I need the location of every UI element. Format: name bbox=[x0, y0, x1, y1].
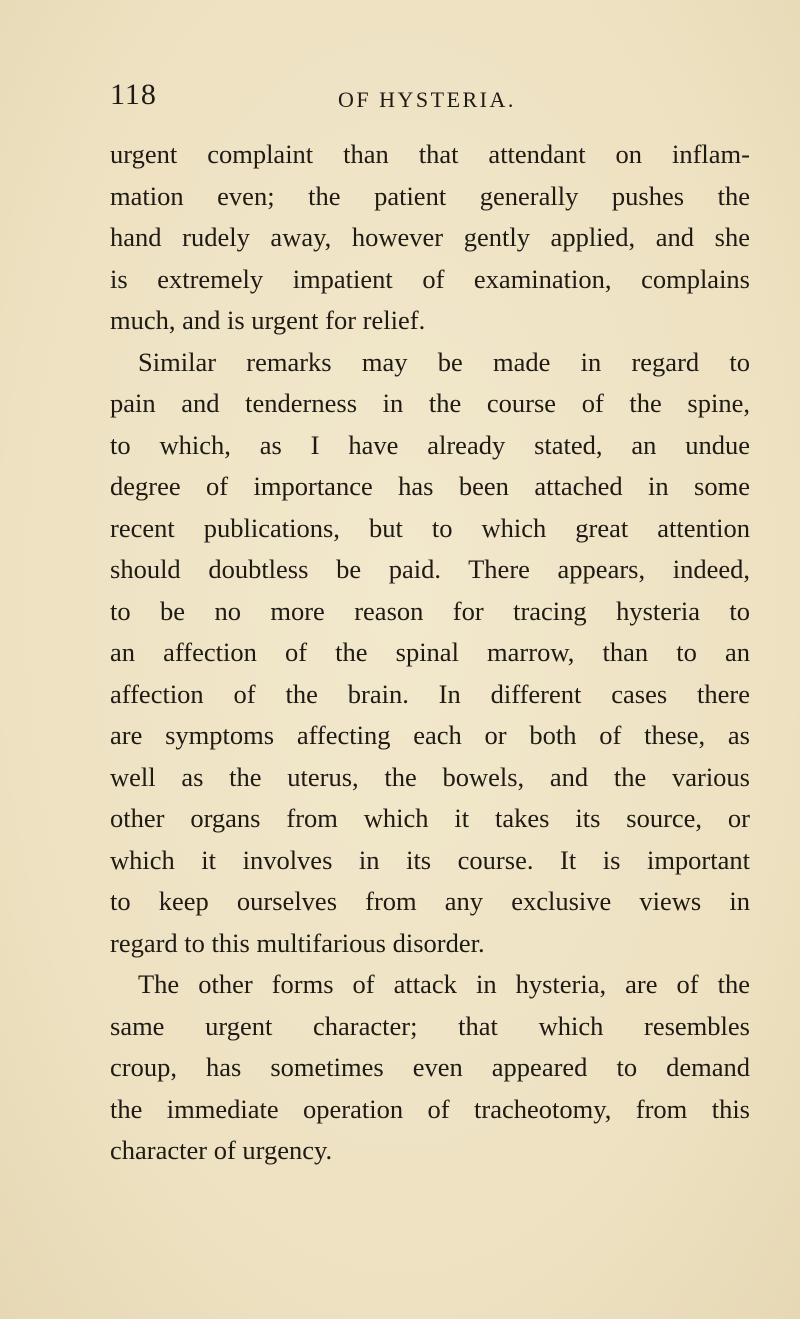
text-line: is extremely impatient of examination, complains bbox=[110, 263, 750, 294]
text-line: an affection of the spinal marrow, than to an bbox=[110, 637, 750, 667]
text-line: should doubtless be paid. There appears, indeed, bbox=[110, 554, 750, 584]
text-line: Similar remarks may be made in regard to bbox=[138, 346, 750, 377]
text-line: to keep ourselves from any exclusive views in bbox=[110, 886, 750, 916]
text-line: pain and tenderness in the course of the spine, bbox=[110, 388, 750, 418]
text-line: urgent complaint than that attendant on inflam- bbox=[110, 139, 750, 169]
text-line: character of urgency. bbox=[110, 1135, 333, 1165]
text-line: hand rudely away, however gently applied, and she bbox=[110, 222, 750, 252]
text-line: the immediate operation of tracheotomy, from this bbox=[110, 1093, 750, 1124]
text-line: mation even; the patient generally pushes the bbox=[110, 180, 750, 211]
text-line: to which, as I have already stated, an undue bbox=[110, 429, 750, 460]
text-line: recent publications, but to which great attention bbox=[110, 512, 750, 543]
text-line: well as the uterus, the bowels, and the various bbox=[110, 761, 750, 792]
text-line: much, and is urgent for relief. bbox=[110, 305, 426, 335]
text-line: croup, has sometimes even appeared to demand bbox=[110, 1052, 750, 1082]
text-line: other organs from which it takes its source, or bbox=[110, 803, 750, 833]
text-line: which it involves in its course. It is important bbox=[110, 844, 750, 875]
text-line: affection of the brain. In different cases there bbox=[110, 678, 750, 709]
text-line: to be no more reason for tracing hysteria to bbox=[110, 595, 750, 626]
text-line: are symptoms affecting each or both of these, as bbox=[110, 720, 750, 750]
page-number: 118 bbox=[110, 78, 157, 111]
text-line: same urgent character; that which resembles bbox=[110, 1010, 750, 1041]
text-line: degree of importance has been attached in some bbox=[110, 471, 750, 501]
text-line: regard to this multifarious disorder. bbox=[110, 927, 485, 958]
text-line: The other forms of attack in hysteria, are of the bbox=[138, 969, 750, 999]
running-head: OF HYSTERIA. bbox=[338, 87, 516, 112]
body-text bbox=[110, 134, 750, 1172]
page-header bbox=[110, 78, 710, 118]
